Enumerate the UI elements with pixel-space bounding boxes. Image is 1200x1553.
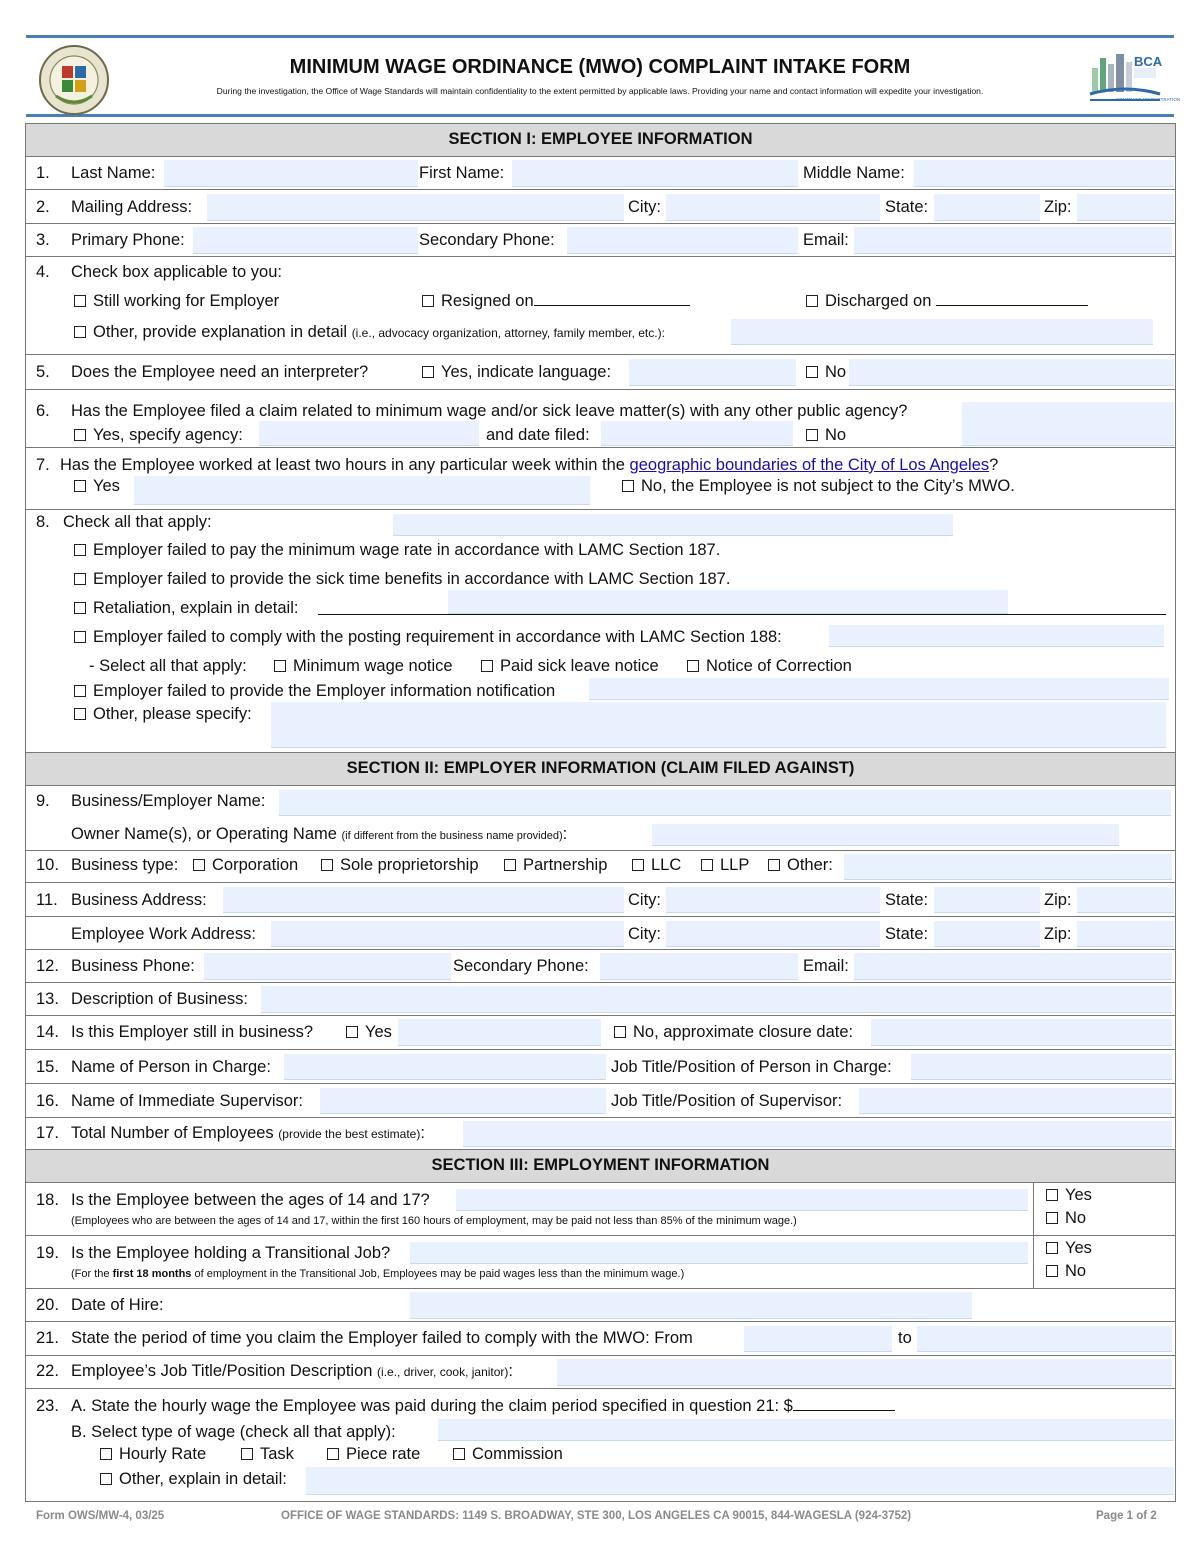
interpreter-language-field[interactable] [629,359,796,386]
other-explanation-field[interactable] [731,319,1153,345]
agency-field[interactable] [259,421,479,446]
header-rule [26,114,1174,117]
sole-proprietorship-checkbox[interactable] [321,859,333,871]
interpreter-yes-option[interactable]: Yes, indicate language: [422,363,611,382]
claim-period-from-field[interactable] [744,1326,892,1352]
state-label: State: [885,198,929,216]
min-wage-violation-checkbox[interactable] [74,544,86,556]
state-field[interactable] [934,194,1040,221]
age-no-checkbox[interactable] [1046,1212,1058,1224]
claim-period-to-label: to [898,1329,912,1347]
q19-number: 19. [36,1244,59,1262]
middle-name-label: Middle Name: [803,164,905,182]
person-in-charge-label: Name of Person in Charge: [71,1058,271,1076]
other-agency-yes-checkbox[interactable] [74,429,86,441]
closure-option[interactable]: No, approximate closure date: [614,1023,853,1042]
age-no-option[interactable]: No [1046,1209,1086,1228]
last-name-field[interactable] [164,160,418,187]
task-checkbox[interactable] [241,1448,253,1460]
employer-info-notification-checkbox[interactable] [74,685,86,697]
row-q18 [26,1183,1175,1236]
date-of-hire-field[interactable] [410,1292,972,1319]
date-filed-label: and date filed: [486,426,590,444]
notice-of-correction-option[interactable]: Notice of Correction [687,657,852,676]
q16-number: 16. [36,1092,59,1110]
zip-label: Zip: [1044,198,1072,216]
row-q6 [26,390,1175,448]
employer-info-notification-option[interactable]: Employer failed to provide the Employer information notification [74,682,555,701]
q11-number: 11. [36,891,58,909]
row-q11 [26,883,1175,950]
q6-label: Has the Employee filed a claim related to minimum wage and/or sick leave matter(s) with any other public agency? [71,402,908,420]
select-all-label: - Select all that apply: [89,657,247,675]
transitional-no-checkbox[interactable] [1046,1265,1058,1277]
discharged-option[interactable]: Discharged on [806,292,1088,311]
posting-violation-checkbox[interactable] [74,631,86,643]
business-zip-label: Zip: [1044,891,1072,909]
partnership-checkbox[interactable] [504,859,516,871]
q4-label: Check box applicable to you: [71,263,282,281]
agency-extra-field[interactable] [962,402,1174,446]
business-type-label: Business type: [71,856,179,874]
q6-number: 6. [36,402,50,420]
other-explanation-checkbox[interactable] [74,326,86,338]
sick-time-violation-option[interactable]: Employer failed to provide the sick time benefits in accordance with LAMC Section 187. [74,570,730,589]
row-q17 [26,1118,1175,1150]
mailing-address-label: Mailing Address: [71,198,193,216]
job-title-field[interactable] [557,1359,1172,1386]
business-email-label: Email: [803,957,849,975]
hourly-rate-checkbox[interactable] [100,1448,112,1460]
row-q20 [26,1289,1175,1322]
other-type-option[interactable]: Other: [768,856,833,875]
posting-violation-option[interactable]: Employer failed to comply with the posting requirement in accordance with LAMC Section 188: [74,628,782,647]
primary-phone-label: Primary Phone: [71,231,185,249]
q22-number: 22. [36,1362,59,1380]
q9-number: 9. [36,792,50,810]
work-city-label: City: [628,925,661,943]
q13-number: 13. [36,990,59,1008]
sole-proprietorship-option[interactable]: Sole proprietorship [321,856,479,875]
work-address-label: Employee Work Address: [71,925,256,943]
llc-checkbox[interactable] [632,859,644,871]
other-wage-checkbox[interactable] [100,1473,112,1485]
q8-extra-field[interactable] [393,514,953,536]
q20-number: 20. [36,1296,59,1314]
corporation-checkbox[interactable] [193,859,205,871]
still-working-checkbox[interactable] [74,295,86,307]
commission-option[interactable]: Commission [453,1445,563,1464]
row-q21 [26,1322,1175,1356]
city-seal-logo [38,44,110,116]
mailing-address-field[interactable] [207,194,624,221]
supervisor-field[interactable] [320,1088,606,1114]
business-secondary-phone-field[interactable] [600,953,798,980]
secondary-phone-label: Secondary Phone: [419,231,555,249]
supervisor-title-label: Job Title/Position of Supervisor: [611,1092,843,1110]
row-q5 [26,355,1175,390]
row-q16 [26,1084,1175,1118]
q4-number: 4. [36,263,50,281]
bca-logo-caption: CONTRACT ADMINISTRATION [1116,97,1181,102]
first-name-field[interactable] [512,160,798,187]
complaint-form [25,123,1176,1502]
interpreter-no-option[interactable]: No [806,363,846,382]
q17-number: 17. [36,1124,59,1142]
discharged-date-line[interactable] [936,305,1088,306]
resigned-option[interactable]: Resigned on [422,292,690,311]
q10-number: 10. [36,856,59,874]
q5-label: Does the Employee need an interpreter? [71,363,369,381]
still-in-business-label: Is this Employer still in business? [71,1023,314,1041]
transitional-yes-checkbox[interactable] [1046,1242,1058,1254]
row-q7 [26,448,1175,510]
worked-in-la-field[interactable] [134,476,590,505]
transitional-job-field[interactable] [410,1242,1028,1264]
primary-phone-field[interactable] [193,227,418,254]
work-state-field[interactable] [934,921,1040,947]
other-agency-yes-option[interactable]: Yes, specify agency: [74,426,243,445]
transitional-job-label: Is the Employee holding a Transitional Job? [71,1244,391,1262]
posting-violation-field[interactable] [829,625,1164,647]
section-3-header: SECTION III: EMPLOYMENT INFORMATION [26,1150,1175,1183]
business-email-field[interactable] [854,953,1172,980]
row-q19 [26,1236,1175,1289]
row-q1 [26,157,1175,190]
row-q4 [26,257,1175,355]
section-1-header: SECTION I: EMPLOYEE INFORMATION [26,124,1175,157]
row-q23 [26,1389,1175,1501]
business-description-field[interactable] [261,986,1172,1013]
worked-in-la-no-checkbox[interactable] [622,480,634,492]
task-option[interactable]: Task [241,1445,294,1464]
row-q9 [26,786,1175,851]
q8-label: Check all that apply: [63,513,212,531]
q21-number: 21. [36,1329,59,1347]
business-address-label: Business Address: [71,891,207,909]
age-question-field[interactable] [456,1189,1028,1211]
form-id: Form OWS/MW-4, 03/25 [36,1510,165,1522]
date-of-hire-label: Date of Hire: [71,1296,164,1314]
other-type-field[interactable] [844,854,1172,880]
top-rule [26,35,1174,38]
office-address: OFFICE OF WAGE STANDARDS: 1149 S. BROADWAY, STE 300, LOS ANGELES CA 90015, 844-WAGESLA (924-3752) [281,1510,912,1522]
last-name-label: Last Name: [71,164,156,182]
business-phone-label: Business Phone: [71,957,195,975]
age-yes-option[interactable]: Yes [1046,1186,1092,1205]
row-q2 [26,190,1175,224]
min-wage-notice-option[interactable]: Minimum wage notice [274,657,453,676]
piece-rate-checkbox[interactable] [327,1448,339,1460]
form-subtitle: During the investigation, the Office of Wage Standards will maintain confidentiality to the extent permitted by applicable laws. Providing your name and contact information will expedite your investigation. [216,86,984,96]
person-in-charge-field[interactable] [284,1054,606,1080]
retaliation-underline [318,614,1166,615]
q8-number: 8. [36,513,50,531]
work-zip-field[interactable] [1077,921,1174,947]
age-question-note: (Employees who are between the ages of 14 and 17, within the first 160 hours of employment, may be paid not less than 85% of the minimum wage.) [71,1215,797,1227]
row-q22 [26,1356,1175,1389]
supervisor-title-field[interactable] [859,1088,1172,1114]
secondary-phone-field[interactable] [567,227,798,254]
closure-date-field[interactable] [871,1019,1172,1046]
partnership-option[interactable]: Partnership [504,856,607,875]
business-description-label: Description of Business: [71,990,248,1008]
q18-divider [1033,1183,1034,1235]
llp-checkbox[interactable] [701,859,713,871]
corporation-option[interactable]: Corporation [193,856,298,875]
other-specify-field[interactable] [271,702,1166,748]
q19-divider [1033,1236,1034,1288]
row-q14 [26,1016,1175,1050]
hourly-rate-option[interactable]: Hourly Rate [100,1445,206,1464]
still-in-business-yes-checkbox[interactable] [346,1026,358,1038]
sick-leave-notice-checkbox[interactable] [481,660,493,672]
work-address-field[interactable] [271,921,624,947]
row-q13 [26,983,1175,1016]
q7-label: Has the Employee worked at least two hours in any particular week within the geographic boundaries of the City of Los Angeles? [60,456,999,474]
q23-number: 23. [36,1397,59,1415]
work-state-label: State: [885,925,929,943]
supervisor-label: Name of Immediate Supervisor: [71,1092,304,1110]
min-wage-violation-option[interactable]: Employer failed to pay the minimum wage rate in accordance with LAMC Section 187. [74,541,720,560]
hourly-wage-line[interactable] [793,1410,895,1411]
llc-option[interactable]: LLC [632,856,681,875]
piece-rate-option[interactable]: Piece rate [327,1445,420,1464]
email-field[interactable] [854,227,1172,254]
claim-period-label: State the period of time you claim the Employer failed to comply with the MWO: From [71,1329,693,1347]
q7-number: 7. [36,456,50,474]
q12-number: 12. [36,957,59,975]
min-wage-notice-checkbox[interactable] [274,660,286,672]
city-label: City: [628,198,661,216]
transitional-yes-option[interactable]: Yes [1046,1239,1092,1258]
age-yes-checkbox[interactable] [1046,1189,1058,1201]
worked-in-la-yes-option[interactable]: Yes [74,477,120,496]
retaliation-option[interactable]: Retaliation, explain in detail: [74,599,298,618]
still-working-option[interactable]: Still working for Employer [74,292,279,311]
wage-type-field[interactable] [438,1419,1174,1441]
other-explanation-option[interactable]: Other, provide explanation in detail (i.e., advocacy organization, attorney, family member, etc.): [74,323,665,342]
owner-name-label: Owner Name(s), or Operating Name (if different from the business name provided): [71,825,568,843]
bca-logo-text: BCA [1134,54,1163,69]
resigned-date-line[interactable] [534,305,690,306]
q1-number: 1. [36,164,50,182]
commission-checkbox[interactable] [453,1448,465,1460]
business-state-field[interactable] [934,887,1040,913]
row-q12 [26,950,1175,983]
employer-info-notification-field[interactable] [589,678,1169,700]
person-in-charge-title-field[interactable] [911,1054,1172,1080]
zip-field[interactable] [1077,194,1174,221]
other-agency-no-checkbox[interactable] [806,429,818,441]
interpreter-no-checkbox[interactable] [806,366,818,378]
row-q8 [26,510,1175,753]
business-name-field[interactable] [279,790,1171,816]
form-title: MINIMUM WAGE ORDINANCE (MWO) COMPLAINT INTAKE FORM [289,56,911,78]
q2-number: 2. [36,198,50,216]
closure-checkbox[interactable] [614,1026,626,1038]
interpreter-extra-field[interactable] [849,359,1174,386]
work-zip-label: Zip: [1044,925,1072,943]
interpreter-yes-checkbox[interactable] [422,366,434,378]
total-employees-field[interactable] [463,1121,1172,1147]
other-wage-option[interactable]: Other, explain in detail: [100,1470,287,1489]
other-wage-field[interactable] [306,1467,1174,1495]
other-specify-checkbox[interactable] [74,708,86,720]
first-name-label: First Name: [419,164,505,182]
q14-number: 14. [36,1023,59,1041]
claim-period-to-field[interactable] [917,1326,1172,1352]
age-question-label: Is the Employee between the ages of 14 and 17? [71,1191,430,1209]
transitional-no-option[interactable]: No [1046,1262,1086,1281]
business-zip-field[interactable] [1077,887,1174,913]
q11-divider [26,916,1175,917]
still-in-business-yes-option[interactable]: Yes [346,1023,392,1042]
q15-number: 15. [36,1058,59,1076]
person-in-charge-title-label: Job Title/Position of Person in Charge: [611,1058,892,1076]
resigned-checkbox[interactable] [422,295,434,307]
middle-name-field[interactable] [914,160,1174,187]
owner-name-field[interactable] [652,824,1119,846]
total-employees-label: Total Number of Employees (provide the best estimate): [71,1124,425,1142]
still-in-business-yes-field[interactable] [398,1019,601,1046]
date-filed-field[interactable] [601,421,793,446]
row-q15 [26,1050,1175,1084]
wage-type-label: B. Select type of wage (check all that apply): [71,1423,396,1441]
notice-of-correction-checkbox[interactable] [687,660,699,672]
retaliation-detail-field[interactable] [448,590,1008,614]
business-secondary-phone-label: Secondary Phone: [453,957,589,975]
hourly-wage-label: A. State the hourly wage the Employee was paid during the claim period specified in question 21: $ [71,1397,895,1416]
page-number: Page 1 of 2 [1096,1510,1157,1522]
row-q3 [26,224,1175,257]
section-2-header: SECTION II: EMPLOYER INFORMATION (CLAIM FILED AGAINST) [26,753,1175,786]
business-phone-field[interactable] [204,953,451,980]
business-city-field[interactable] [666,887,880,913]
city-field[interactable] [666,194,880,221]
job-title-label: Employee’s Job Title/Position Description (i.e., driver, cook, janitor): [71,1362,514,1380]
business-address-field[interactable] [223,887,624,913]
sick-leave-notice-option[interactable]: Paid sick leave notice [481,657,659,676]
sick-time-violation-checkbox[interactable] [74,573,86,585]
other-agency-no-option[interactable]: No [806,426,846,445]
discharged-checkbox[interactable] [806,295,818,307]
transitional-job-note: (For the first 18 months of employment in the Transitional Job, Employees may be paid wages less than the minimum wage.) [71,1268,685,1280]
other-type-checkbox[interactable] [768,859,780,871]
q3-number: 3. [36,231,50,249]
row-q10 [26,851,1175,883]
business-state-label: State: [885,891,929,909]
q5-number: 5. [36,363,50,381]
worked-in-la-no-option[interactable]: No, the Employee is not subject to the City’s MWO. [622,477,1015,496]
q18-number: 18. [36,1191,59,1209]
retaliation-checkbox[interactable] [74,602,86,614]
business-name-label: Business/Employer Name: [71,792,266,810]
work-city-field[interactable] [666,921,880,947]
llp-option[interactable]: LLP [701,856,749,875]
geographic-boundaries-link[interactable]: geographic boundaries of the City of Los Angeles [629,456,990,474]
email-label: Email: [803,231,849,249]
other-specify-option[interactable]: Other, please specify: [74,705,252,724]
business-city-label: City: [628,891,661,909]
worked-in-la-yes-checkbox[interactable] [74,480,86,492]
